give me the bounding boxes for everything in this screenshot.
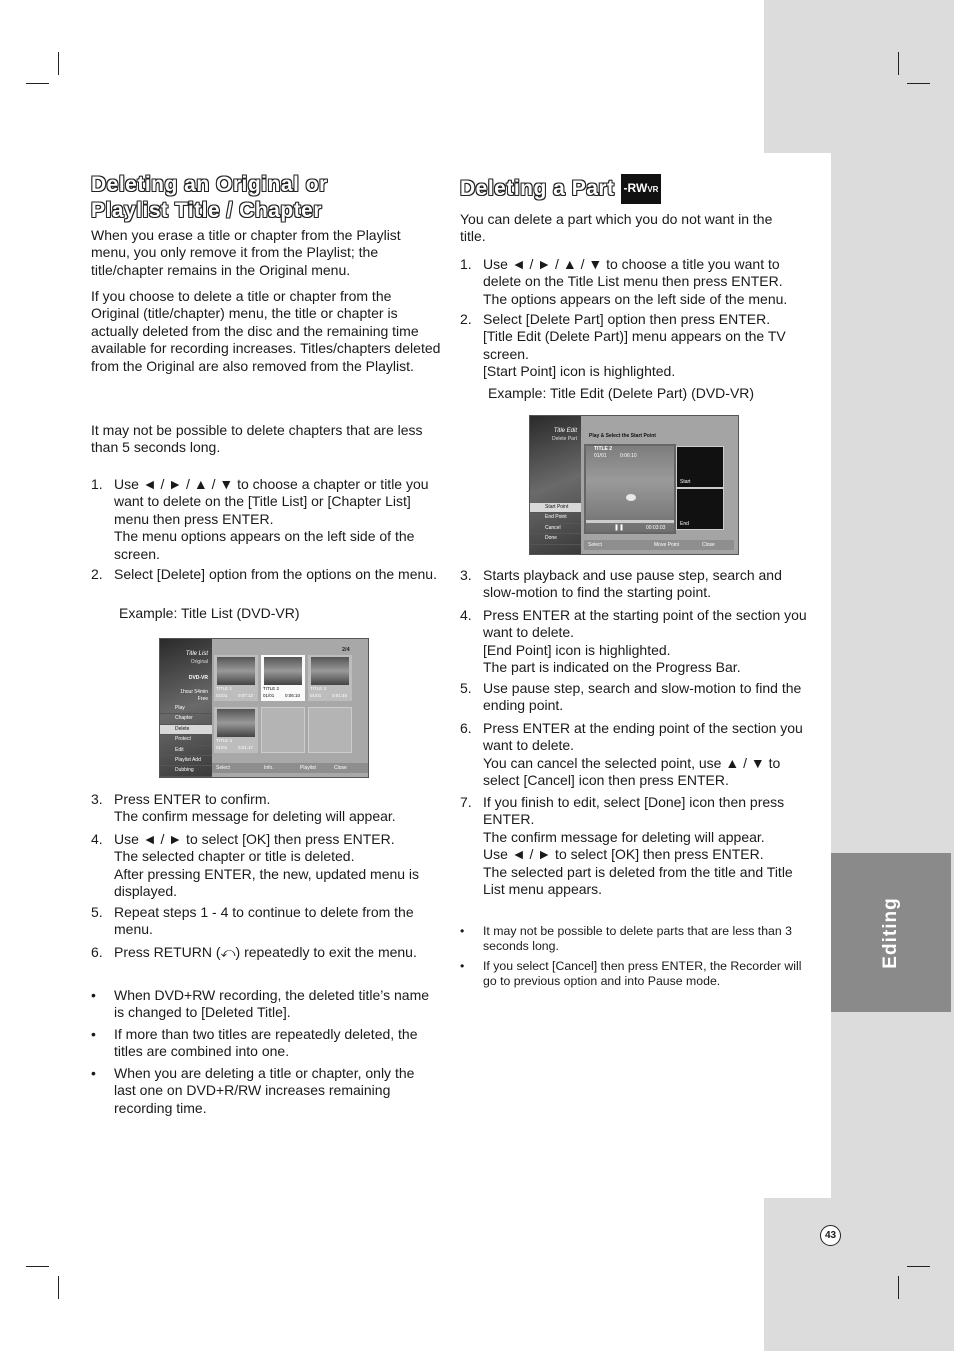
menu-option[interactable]: Chapter — [160, 714, 212, 724]
left-para-2: If you choose to delete a title or chapter from the Original (title/chapter) menu, the title or chapter is actually deleted from the disc and the remaining time available for recording increases. Titles/chapters deleted from the Original are also removed from the Playlist. — [91, 288, 441, 374]
progress-bar[interactable] — [586, 520, 674, 523]
footer-close: Close — [702, 542, 715, 548]
title-thumbnail[interactable] — [214, 707, 258, 753]
left-example-caption: Example: Title List (DVD-VR) — [119, 605, 300, 621]
bullet-text: It may not be possible to delete parts that are less than 3 seconds long. — [483, 924, 792, 953]
duration-label: 0:21:17 — [238, 745, 254, 750]
step-text: Press ENTER to confirm. The confirm message for deleting will appear. — [114, 791, 396, 825]
option-menu — [530, 503, 581, 545]
step-number: 4. — [91, 831, 103, 847]
screen-header: Title List — [185, 651, 208, 657]
crop-mark — [898, 52, 899, 75]
title-label: TITLE 1 — [216, 686, 233, 691]
side-band-top — [764, 0, 954, 153]
crop-mark — [907, 1266, 930, 1267]
option-menu — [160, 704, 212, 777]
bullet-text: If you select [Cancel] then press ENTER, the Recorder will go to previous option and into Pause mode. — [483, 959, 802, 988]
step-text: Use ◄ / ► / ▲ / ▼ to choose a chapter or title you want to delete on the [Title List] or [Chapter List] menu then press ENTER. The menu options appears on the left side of the screen. — [114, 476, 429, 562]
video-frame — [584, 444, 676, 534]
title-thumbnail[interactable] — [261, 655, 305, 701]
bullet-icon: • — [91, 1065, 96, 1081]
bullet-icon: • — [91, 987, 96, 1003]
left-note: It may not be possible to delete chapters that are less than 5 seconds long. — [91, 422, 423, 456]
step-number: 6. — [91, 944, 103, 960]
date-label: 01/01 — [216, 745, 228, 750]
title-thumbnail[interactable] — [214, 655, 258, 701]
free-space: 1hour 54min — [180, 689, 208, 695]
title-list-screenshot — [159, 638, 369, 778]
right-heading — [460, 174, 760, 204]
step-number: 5. — [460, 680, 472, 696]
elapsed-time: 00:03:03 — [646, 525, 666, 531]
side-band-bottom — [764, 1198, 954, 1351]
duration-label: 0:07:12 — [238, 693, 254, 698]
badge-sub: VR — [647, 185, 659, 194]
empty-thumbnail-slot — [308, 707, 352, 753]
side-band — [831, 153, 954, 1198]
page-number: 43 — [820, 1225, 841, 1246]
pause-icon: ❚❚ — [614, 525, 625, 531]
video-duration: 0:06:10 — [620, 453, 637, 459]
step-text: Press ENTER at the ending point of the section you want to delete. You can cancel the selected point, use ▲ / ▼ to select [Cancel] icon then press ENTER. — [483, 720, 803, 789]
menu-option[interactable]: End Point — [530, 513, 581, 523]
title-edit-screenshot — [529, 415, 739, 555]
screen-footer — [584, 540, 734, 550]
footer-close: Close — [334, 765, 347, 771]
video-date: 01/01 — [594, 453, 607, 459]
footer-select: Select — [216, 765, 230, 771]
date-label: 01/01 — [310, 693, 322, 698]
badge-main: -RW — [623, 181, 648, 195]
step-text: If you finish to edit, select [Done] icon then press ENTER. The confirm message for deleting will appear. Use ◄ / ► to select [OK] then press ENTER. The selected part is deleted from the title and Title List menu appears. — [483, 794, 793, 898]
date-label: 01/01 — [263, 693, 275, 698]
footer-select: Select — [588, 542, 602, 548]
step-text: Use ◄ / ► / ▲ / ▼ to choose a title you want to delete on the Title List menu then press ENTER. The options appears on the left side of the menu. — [483, 256, 788, 307]
left-step — [91, 476, 439, 564]
duration-label: 0:01:45 — [332, 693, 348, 698]
menu-option[interactable]: Start Point — [530, 503, 581, 513]
thumbnail-image — [217, 709, 255, 737]
step-number: 3. — [460, 567, 472, 583]
step-text: Starts playback and use pause step, search and slow-motion to find the starting point. — [483, 567, 782, 601]
title-label: TITLE 2 — [263, 686, 280, 691]
menu-option[interactable]: Playlist Add — [160, 756, 212, 766]
step-number: 2. — [460, 311, 472, 327]
right-example-caption: Example: Title Edit (Delete Part) (DVD-VR) — [488, 385, 755, 401]
menu-option[interactable]: Play — [160, 704, 212, 714]
bullet-text: When you are deleting a title or chapter, only the last one on DVD+R/RW increases remaining recording time. — [114, 1065, 415, 1116]
step-number: 4. — [460, 607, 472, 623]
step-text: Use pause step, search and slow-motion to find the ending point. — [483, 680, 802, 714]
menu-option[interactable]: Cancel — [530, 524, 581, 534]
crop-mark — [907, 83, 930, 84]
menu-option[interactable]: Delete — [160, 725, 212, 735]
step-number: 3. — [91, 791, 103, 807]
bullet-text: When DVD+RW recording, the deleted title’s name is changed to [Deleted Title]. — [114, 987, 430, 1021]
section-tab-editing[interactable] — [831, 853, 951, 1012]
start-label: Start — [680, 479, 691, 485]
crop-mark — [898, 1276, 899, 1299]
left-heading — [91, 172, 441, 224]
section-tab-label: Editing — [880, 896, 901, 969]
thumbnail-image — [264, 657, 302, 685]
step-text: Repeat steps 1 - 4 to continue to delete from the menu. — [114, 904, 414, 938]
title-label: TITLE 4 — [216, 738, 233, 743]
start-point-frame — [676, 446, 724, 488]
crop-mark — [58, 52, 59, 75]
screen-subheader: Original — [190, 659, 208, 665]
crop-mark — [26, 83, 49, 84]
date-label: 01/01 — [216, 693, 228, 698]
step-number: 6. — [460, 720, 472, 736]
end-label: End — [680, 521, 689, 527]
step-text: Select [Delete] option from the options on the menu. — [114, 566, 437, 582]
crop-mark — [58, 1276, 59, 1299]
title-label: TITLE 3 — [310, 686, 327, 691]
menu-option[interactable]: Dubbing — [160, 766, 212, 776]
step-text: Press ENTER at the starting point of the section you want to delete. [End Point] icon is highlighted. The part is indicated on the Progress Bar. — [483, 607, 807, 676]
footer-playlist: Playlist — [300, 765, 316, 771]
instruction-banner: Play & Select the Start Point — [589, 433, 656, 439]
page-indicator: 2/4 — [342, 647, 350, 653]
bullet-text: If more than two titles are repeatedly deleted, the titles are combined into one. — [114, 1026, 418, 1060]
step-number: 5. — [91, 904, 103, 920]
duration-label: 0:06:10 — [285, 693, 301, 698]
right-heading-text: Deleting a Part — [460, 177, 615, 200]
thumbnail-image — [217, 657, 255, 685]
left-para-1: When you erase a title or chapter from the Playlist menu, you only remove it from the Playlist; the title/chapter remains in the Original menu. — [91, 227, 401, 278]
step-text: Select [Delete Part] option then press ENTER. [Title Edit (Delete Part)] menu appears on the TV screen. [Start Point] icon is highlighted. — [483, 311, 786, 380]
footer-move-point: Move Point — [654, 542, 680, 548]
step-number: 2. — [91, 566, 103, 582]
menu-option[interactable]: Done — [530, 534, 581, 544]
free-label: Free — [197, 696, 208, 702]
screen-subheader: Delete Part — [551, 436, 577, 442]
thumbnail-image — [311, 657, 349, 685]
rw-vr-badge — [621, 174, 662, 204]
footer-info: Info. — [264, 765, 274, 771]
left-heading-line2: Playlist Title / Chapter — [91, 199, 323, 222]
disc-type: DVD-VR — [188, 675, 208, 681]
right-intro: You can delete a part which you do not want in the title. — [460, 211, 773, 245]
step-number: 1. — [460, 256, 472, 272]
end-point-frame — [676, 488, 724, 530]
step-number: 1. — [91, 476, 103, 492]
empty-thumbnail-slot — [261, 707, 305, 753]
menu-option[interactable]: Protect — [160, 735, 212, 745]
bullet-icon: • — [91, 1026, 96, 1042]
bird-shape — [626, 494, 636, 501]
video-title: TITLE 2 — [594, 446, 613, 452]
step-text: Use ◄ / ► to select [OK] then press ENTER. The selected chapter or title is deleted. After pressing ENTER, the new, updated menu is displayed. — [114, 831, 420, 900]
left-heading-line1: Deleting an Original or — [91, 173, 328, 196]
title-thumbnail[interactable] — [308, 655, 352, 701]
crop-mark — [26, 1266, 49, 1267]
screen-header: Title Edit — [553, 428, 577, 434]
bullet-icon: • — [460, 924, 465, 938]
bullet-icon: • — [460, 959, 465, 973]
step-text: Press RETURN (⤺) repeatedly to exit the menu. — [114, 944, 417, 960]
step-number: 7. — [460, 794, 472, 810]
screen-footer — [212, 763, 368, 773]
menu-option[interactable]: Edit — [160, 746, 212, 756]
